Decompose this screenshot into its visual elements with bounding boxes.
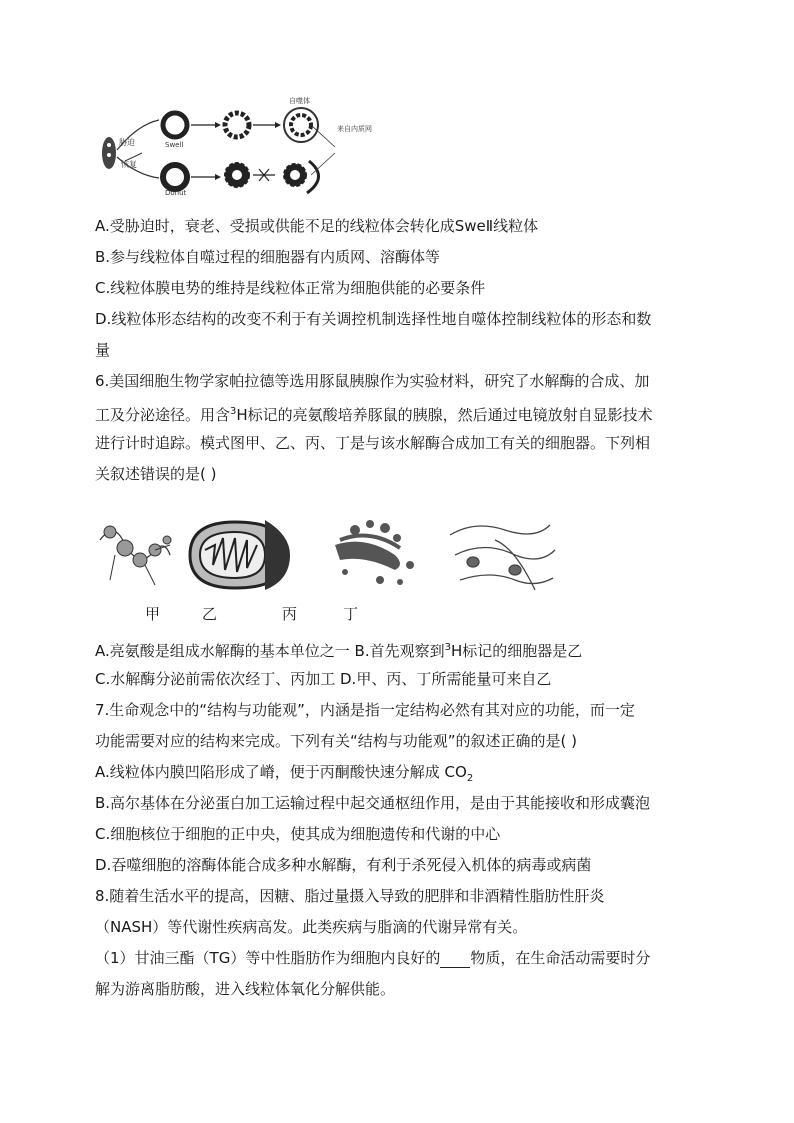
q8-part1-line1: （1）甘油三酯（TG）等中性脂肪作为细胞内良好的 物质，在生命活动需要时分 (95, 949, 651, 967)
q7-stem-line1: 7.生命观念中的“结构与功能观”，内涵是指一定结构必然有其对应的功能，而一定 (95, 701, 635, 719)
q7-stem-line2: 功能需要对应的结构来完成。下列有关“结构与功能观”的叙述正确的是( ) (95, 732, 578, 750)
mitochondria-transformation-figure (97, 95, 372, 197)
organelle-bing (335, 520, 414, 585)
swell-label: Swell (165, 141, 184, 149)
q6-stem-line3: 进行计时追踪。模式图甲、乙、丙、丁是与该水解酶合成加工有关的细胞器。下列相 (95, 434, 651, 452)
er-label: 来自内质网 (337, 125, 372, 133)
er-membrane (307, 161, 319, 193)
donut-mitochondrion (163, 165, 187, 189)
stress-label: 胁迫 (119, 138, 135, 147)
donut-label: Donut (165, 189, 187, 197)
q5-option-b: B.参与线粒体自噬过程的细胞器有内质网、溶酶体等 (95, 248, 441, 266)
q7-option-d: D.吞噬细胞的溶酶体能合成多种水解酶，有利于杀死侵入机体的病毒或病菌 (95, 856, 592, 874)
organelle-jia (100, 526, 171, 585)
q6-stem-line1: 6.美国细胞生物学家帕拉德等选用豚鼠胰腺作为实验材料，研究了水解酶的合成、加 (95, 372, 650, 390)
q6-stem-line2: 工及分泌途径。用含$^3$H标记的亮氨酸培养豚鼠的胰腺，然后通过电镜放射自显影技术 (95, 406, 653, 424)
swell-mitochondrion-2 (225, 113, 249, 137)
q8-part1-line2: 解为游离脂肪酸，进入线粒体氧化分解供能。 (95, 980, 396, 998)
recover-label: 恢复 (121, 160, 137, 169)
q5-option-d: D.线粒体形态结构的改变不利于有关调控机制选择性地自噬体控制线粒体的形态和数 (95, 310, 652, 328)
q5-option-d-cont: 量 (95, 341, 111, 359)
q6-options-ab: A.亮氨酸是组成水解酶的基本单位之一 B.首先观察到$^3$H标记的细胞器是乙 (95, 642, 583, 660)
swell-mitochondrion (163, 113, 187, 137)
q6-stem-line4: 关叙述错误的是( ) (95, 465, 217, 483)
fig-label-ding: 丁 (343, 605, 359, 623)
autophagosome-label: 自噬体 (289, 97, 310, 105)
q7-option-a: A.线粒体内膜凹陷形成了嵴，便于丙酮酸快速分解成 $CO_2$ (95, 763, 474, 784)
organelle-ding (450, 525, 555, 590)
fig-label-jia: 甲 (145, 605, 161, 623)
organelles-figure (95, 510, 565, 600)
q8-stem-line1: 8.随着生活水平的提高，因糖、脂过量摄入导致的肥胖和非酒精性脂肪性肝炎 (95, 887, 605, 905)
q6-options-cd: C.水解酶分泌前需依次经丁、丙加工 D.甲、丙、丁所需能量可来自乙 (95, 670, 552, 688)
q5-option-a: A.受胁迫时，衰老、受损或供能不足的线粒体会转化成SweⅡ线粒体 (95, 217, 539, 235)
q8-stem-line2: （NASH）等代谢性疾病高发。此类疾病与脂滴的代谢异常有关。 (95, 918, 528, 936)
organelle-yi (190, 520, 290, 590)
fig-label-yi: 乙 (202, 605, 218, 623)
q7-option-b: B.高尔基体在分泌蛋白加工运输过程中起交通枢纽作用，是由于其能接收和形成囊泡 (95, 794, 651, 812)
fig-label-bing: 丙 (282, 605, 298, 623)
answer-blank[interactable] (440, 953, 470, 968)
q5-option-c: C.线粒体膜电势的维持是线粒体正常为细胞供能的必要条件 (95, 279, 486, 297)
q7-option-c: C.细胞核位于细胞的正中央，使其成为细胞遗传和代谢的中心 (95, 825, 501, 843)
